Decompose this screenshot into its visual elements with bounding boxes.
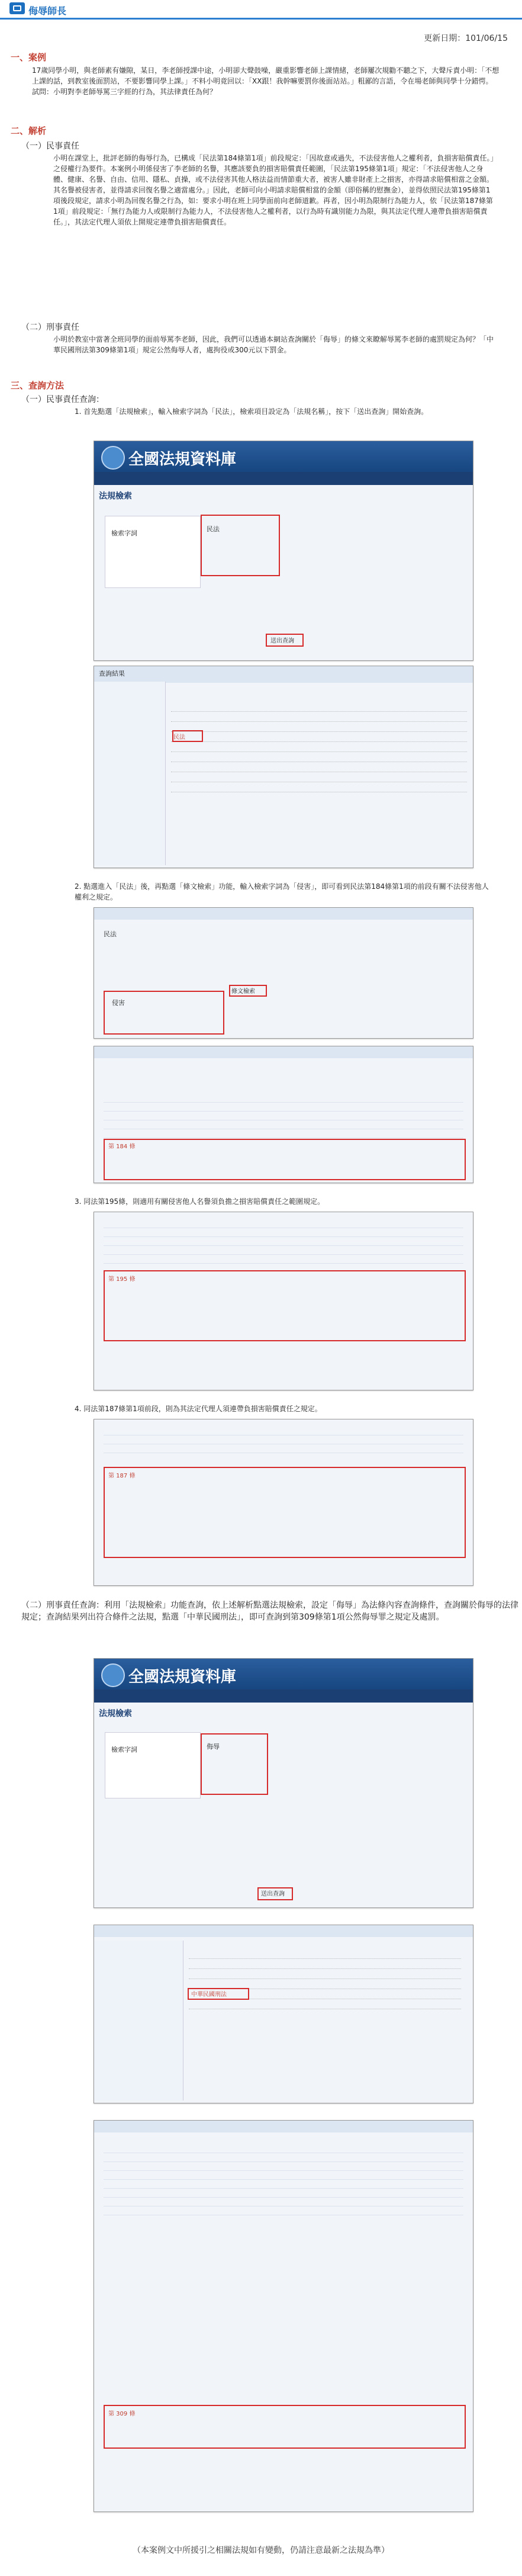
- list-item: [171, 742, 467, 752]
- list-item: [171, 722, 467, 732]
- article-184-highlight: [104, 1139, 466, 1180]
- article-195-highlight: [104, 1270, 466, 1341]
- table-row: [104, 1246, 463, 1255]
- step2-text: 2. 點選進入「民法」後，再點選「條文檢索」功能，輸入檢索字詞為「侵害」，即可看到民法第184條第1項的前段有關不法侵害他人權利之規定。: [75, 882, 489, 901]
- civil-query-heading: （一）民事責任查詢：: [21, 395, 104, 404]
- list-item: [189, 1969, 461, 1979]
- criminal-law-highlight: [188, 1988, 249, 2000]
- table-row: [104, 2162, 463, 2171]
- article-187-label: 第 187 條: [108, 1473, 136, 1479]
- search-word-label: 檢索字詞: [111, 1746, 137, 1753]
- case-heading: 一、案例: [11, 52, 47, 63]
- table-row: [104, 1237, 463, 1246]
- law-name-result[interactable]: 民法: [171, 732, 467, 742]
- table-row: [104, 1094, 463, 1103]
- table-row: [104, 2189, 463, 2198]
- table-row: [104, 1219, 463, 1228]
- footnote: （本案例文中所援引之相關法規如有變動，仍請注意最新之法規為準）: [133, 2546, 389, 2555]
- keyword-value[interactable]: 侵害: [112, 999, 125, 1007]
- list-item: [171, 712, 467, 722]
- list-item: [171, 762, 467, 772]
- search-panel: [105, 516, 201, 588]
- search-panel: [105, 1732, 201, 1798]
- nav-bar: [94, 472, 473, 485]
- banner-title: 全國法規資料庫: [128, 1668, 237, 1686]
- header-divider: [0, 18, 522, 20]
- article-309-label: 第 309 條: [108, 2411, 136, 2417]
- article-toolbar: [94, 1046, 473, 1058]
- list-item: [189, 1999, 461, 2009]
- law-label: 民法: [104, 930, 117, 938]
- query-value[interactable]: 民法: [207, 525, 220, 533]
- table-row: [104, 1255, 463, 1264]
- case-text: 17歲同學小明，與老師素有嫌隙，某日，李老師授課中途，小明卻大聲鼓噪，嚴重影響老師上課情緒，老師屢次規勸不聽之下，大聲斥責小明：「不想上課的話，到教室後面罰站，不要影響同學上課。」不料小明竟回以：「XX跟！我幹嘛要罰你後面站站。」粗鄙的言語，令在場老師與同學十分錯愕。試問：小明對李老師辱罵三字經的行為，其法律責任為何？: [32, 66, 500, 96]
- table-row: [104, 1427, 463, 1435]
- step3-text: 3. 同法第195條，則適用有關侵害他人名譽須負擔之損害賠償責任之範圍規定。: [75, 1197, 325, 1206]
- article-309-highlight: [104, 2405, 466, 2449]
- table-row: [104, 1112, 463, 1120]
- article-195-label: 第 195 條: [108, 1276, 136, 1283]
- table-row: [104, 1228, 463, 1237]
- table-row: [104, 2144, 463, 2153]
- database-banner: [94, 441, 473, 472]
- screenshot-article-309: [94, 2120, 473, 2512]
- civil-heading: （一）民事責任: [21, 142, 79, 151]
- law-highlight: [172, 730, 203, 742]
- criminal-heading: （二）刑事責任: [21, 323, 79, 332]
- civil-text: 小明在課堂上，批評老師的侮辱行為，已構成「民法第184條第1項」前段規定：「因故意或過失，不法侵害他人之權利者，負損害賠償責任。」之侵權行為要件。本案例小明係侵害了李老師的名譽，其應該要負的損害賠償責任範圍，「民法第195條第1項」規定：「不法侵害他人之身體、健康、名譽、自由、信用、隱私、貞操，或不法侵害其他人格法益而情節重大者，被害人雖非財產上之損害，亦得請求賠償相當之金額。其名譽被侵害者，並得請求回復名譽之適當處分。」因此，老師可向小明請求賠償相當的金額（即俗稱的慰撫金），並得依照民法第195條第1項後段規定，請求小明為回復名譽之行為，如：要求小明在班上同學面前向老師道歉。再者，因小明為限制行為能力人，依「民法第187條第1項」前段規定：「無行為能力人或限制行為能力人，不法侵害他人之權利者，以行為時有識別能力為限，與其法定代理人連帶負損害賠償責任。」，其法定代理人須依上開規定連帶負損害賠償責任。: [53, 154, 494, 226]
- search-title: 法規檢索: [99, 492, 132, 501]
- table-row: [104, 2206, 463, 2215]
- results-sidebar: [94, 682, 166, 865]
- database-banner: [94, 1659, 473, 1690]
- screenshot-article-184: [94, 1046, 473, 1183]
- results-sidebar: [94, 1941, 183, 2100]
- search-title: 法規檢索: [99, 1709, 132, 1719]
- submit-button[interactable]: 送出查詢: [270, 638, 294, 644]
- page-header: [0, 0, 522, 17]
- page-brand: 侮辱師長: [28, 5, 67, 17]
- screenshot-article-187: [94, 1419, 473, 1586]
- book-icon: [9, 2, 25, 14]
- article-184-label: 第 184 條: [108, 1144, 136, 1150]
- screenshot-search-form: [94, 441, 473, 661]
- method-heading: 三、查詢方法: [11, 380, 65, 391]
- insult-value[interactable]: 侮辱: [207, 1743, 220, 1750]
- submit-button[interactable]: 送出查詢: [261, 1891, 285, 1897]
- step1-text: 1. 首先點選「法規檢索」，輸入檢索字詞為「民法」，檢索項目設定為「法規名稱」，按下「送出查詢」開始查詢。: [75, 407, 428, 416]
- results-toolbar: [94, 1925, 473, 1937]
- nav-bar: [94, 1690, 473, 1703]
- table-row: [104, 2171, 463, 2180]
- table-row: [104, 2198, 463, 2206]
- table-row: [104, 1120, 463, 1129]
- list-item: [171, 752, 467, 762]
- results-title: 查詢結果: [94, 666, 473, 683]
- list-item: [171, 772, 467, 782]
- article-187-highlight: [104, 1467, 466, 1558]
- update-date: 更新日期：101/06/15: [424, 34, 508, 43]
- table-row: [104, 1435, 463, 1444]
- table-row: [104, 1103, 463, 1112]
- article-search-tab[interactable]: 條文檢索: [231, 988, 255, 995]
- table-row: [104, 1444, 463, 1453]
- criminal-law-result[interactable]: 中華民國刑法: [189, 1989, 461, 1999]
- screenshot-article-195: [94, 1212, 473, 1390]
- criminal-text: 小明於教室中當著全班同學的面前辱罵李老師，因此，我們可以透過本網站查詢關於「侮辱」的條文來瞭解辱罵李老師的處罰規定為何？「中華民國刑法第309條第1項」規定公然侮辱人者，處拘役或300元以下罰金。: [53, 335, 494, 354]
- screenshot-insult-search: [94, 1658, 473, 1908]
- list-item: [171, 782, 467, 792]
- analysis-heading: 二、解析: [11, 126, 47, 136]
- table-row: [104, 2180, 463, 2189]
- screenshot-search-results: [94, 666, 473, 868]
- article-toolbar: [94, 2121, 473, 2132]
- list-item: [189, 1949, 461, 1959]
- screenshot-insult-results: [94, 1925, 473, 2103]
- list-item: [189, 1959, 461, 1969]
- search-word-label: 檢索字詞: [111, 529, 137, 537]
- banner-title: 全國法規資料庫: [128, 451, 237, 468]
- table-row: [104, 1129, 463, 1138]
- table-row: [104, 2153, 463, 2162]
- screenshot-article-search: [94, 907, 473, 1039]
- globe-icon: [101, 446, 125, 470]
- criminal-query-heading: （二）刑事責任查詢：利用「法規檢索」功能查詢，依上述解析點選法規檢索，設定「侮辱」為法條內容查詢條件，查詢關於侮辱的法律規定；查詢結果列出符合條件之法規，點選「中華民國刑法」，即可查詢到第309條第1項公然侮辱罪之規定及處罰。: [21, 1601, 518, 1622]
- list-item: [171, 702, 467, 712]
- step4-text: 4. 同法第187條第1項前段，則為其法定代理人須連帶負損害賠償責任之規定。: [75, 1405, 322, 1413]
- globe-icon: [101, 1663, 125, 1687]
- article-toolbar: [94, 908, 473, 920]
